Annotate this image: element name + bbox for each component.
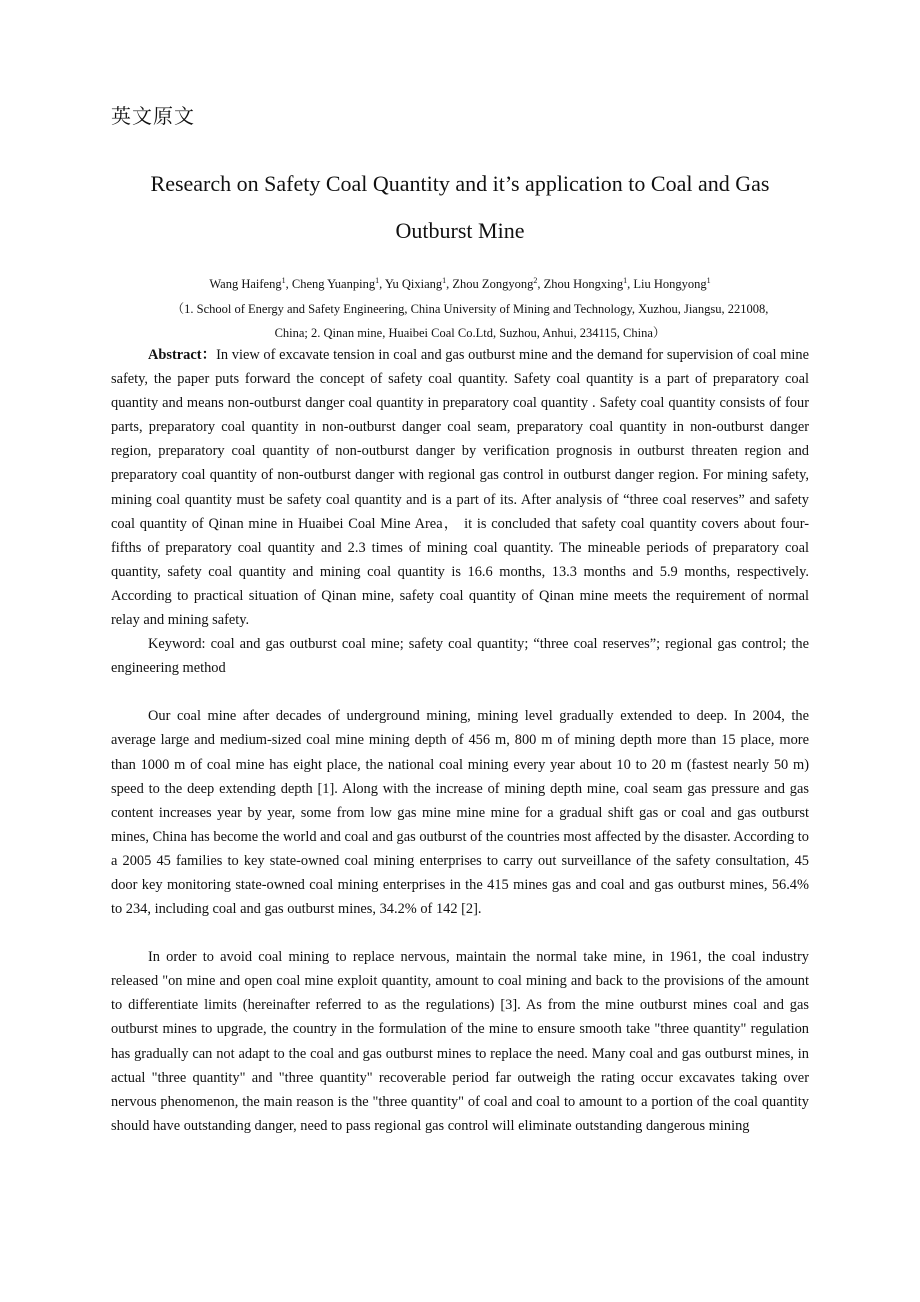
paper-title-line1: Research on Safety Coal Quantity and it’s application to Coal and Gas [150, 171, 770, 196]
paper-title [100, 160, 820, 254]
paragraph-gap [111, 680, 809, 704]
author-affiliation-mark: 1 [375, 276, 380, 285]
paper-title-line2: Outburst Mine [395, 218, 525, 243]
author-name: Zhou Zongyong [452, 277, 534, 292]
body-paragraph-1: Our coal mine after decades of underground mining, mining level gradually extended to deep. In 2004, the average large and medium-sized coal mine mining depth of 456 m, 800 m of mining depth more than 15 place, more than 1000 m of coal mine has eight place, the national coal mining every year about 10 to 20 m (fastest nearly 50 m) speed to the deep extending depth [1]. Along with the increase of mining depth mine, coal seam gas pressure and gas content increases year by year, some from low gas mine mine mine for a gradual shift gas or coal and gas outburst mines, China has become the world and coal and gas outburst of the countries most affected by the disaster. According to a 2005 45 families to key state-owned coal mining enterprises to carry out surveillance of the safety consultation, 45 door key monitoring state-owned coal mining enterprises in the 415 mines gas and coal and gas outburst mines, 56.4% to 234, including coal and gas outburst mines, 34.2% of 142 [2]. [111, 708, 809, 918]
paragraph-gap [111, 921, 809, 945]
author-list: Wang Haifeng$^1$, Cheng Yuanping$^1$, Yu Qixiang$^1$, Zhou Zongyong$^2$, Zhou Hongxing$^1$, Liu Hongyong$^1$ [209, 276, 711, 292]
body-paragraph-2: In order to avoid coal mining to replace nervous, maintain the normal take mine, in 1961, the coal industry released "on mine and open coal mine exploit quantity, amount to coal mining and back to the provisions of the amount to differentiate limits (hereinafter referred to as the regulations) [3]. As from the mine outburst mines coal and gas outburst mines to upgrade, the country in the formulation of the mine to ensure smooth take "three quantity" regulation has gradually can not adapt to the coal and gas outburst mines to replace the need. Many coal and gas outburst mines, in actual "three quantity" and "three quantity" recoverable period far outweigh the rating occur excavates taking over nervous phenomenon, the main reason is the "three quantity" of coal and coal to amount to a portion of the coal quantity should have outstanding danger, need to pass regional gas control will eliminate outstanding dangerous mining [111, 949, 809, 1134]
author-affiliation-mark: 1 [706, 276, 711, 285]
affiliation-line1: （1. School of Energy and Safety Engineering, China University of Mining and Technology, Xuzhou, Jiangsu, 221008, [171, 302, 769, 316]
author-name: Liu Hongyong [633, 277, 707, 292]
abstract-label: Abstract： [148, 347, 217, 363]
author-affiliation-mark: 1 [281, 276, 286, 285]
affiliation-line2: China; 2. Qinan mine, Huaibei Coal Co.Ltd, Suzhou, Anhui, 234115, China） [274, 326, 666, 340]
author-name: Wang Haifeng [209, 277, 282, 292]
author-affiliation-mark: 2 [533, 276, 538, 285]
abstract-paragraph [111, 343, 809, 632]
author-name: Yu Qixiang [384, 277, 443, 292]
author-affiliation-mark: 1 [442, 276, 447, 285]
author-name: Zhou Hongxing [543, 277, 624, 292]
affiliations [130, 297, 810, 345]
keywords-paragraph: Keyword: coal and gas outburst coal mine; safety coal quantity; “three coal reserves”; regional gas control; the engineering method [111, 636, 809, 677]
abstract-text: In view of excavate tension in coal and gas outburst mine and the demand for supervision of coal mine safety, the paper puts forward the concept of safety coal quantity. Safety coal quantity is a part of preparatory coal quantity and means non-outburst danger coal quantity in preparatory coal quantity . Safety coal quantity consists of four parts, preparatory coal quantity in non-outburst danger coal seam, preparatory coal quantity in non-outburst danger region, preparatory coal quantity of non-outburst danger by verification prognosis in outburst threaten region and preparatory coal quantity of non-outburst danger with regional gas control in outburst danger region. For mining safety, mining coal quantity must be safety coal quantity and is a part of its. After analysis of “three coal reserves” and safety coal quantity of Qinan mine in Huaibei Coal Mine Area， it is concluded that safety coal quantity covers about four-fifths of preparatory coal quantity and 2.3 times of mining coal quantity. The mineable periods of preparatory coal quantity, safety coal quantity and mining coal quantity is 16.6 months, 13.3 months and 5.9 months, respectively. According to practical situation of Qinan mine, safety coal quantity of Qinan mine meets the requirement of normal relay and mining safety. [111, 347, 809, 629]
section-header-cn: 英文原文 [111, 104, 195, 128]
author-name: Cheng Yuanping [291, 277, 376, 292]
paper-body [111, 343, 809, 1138]
author-affiliation-mark: 1 [623, 276, 628, 285]
